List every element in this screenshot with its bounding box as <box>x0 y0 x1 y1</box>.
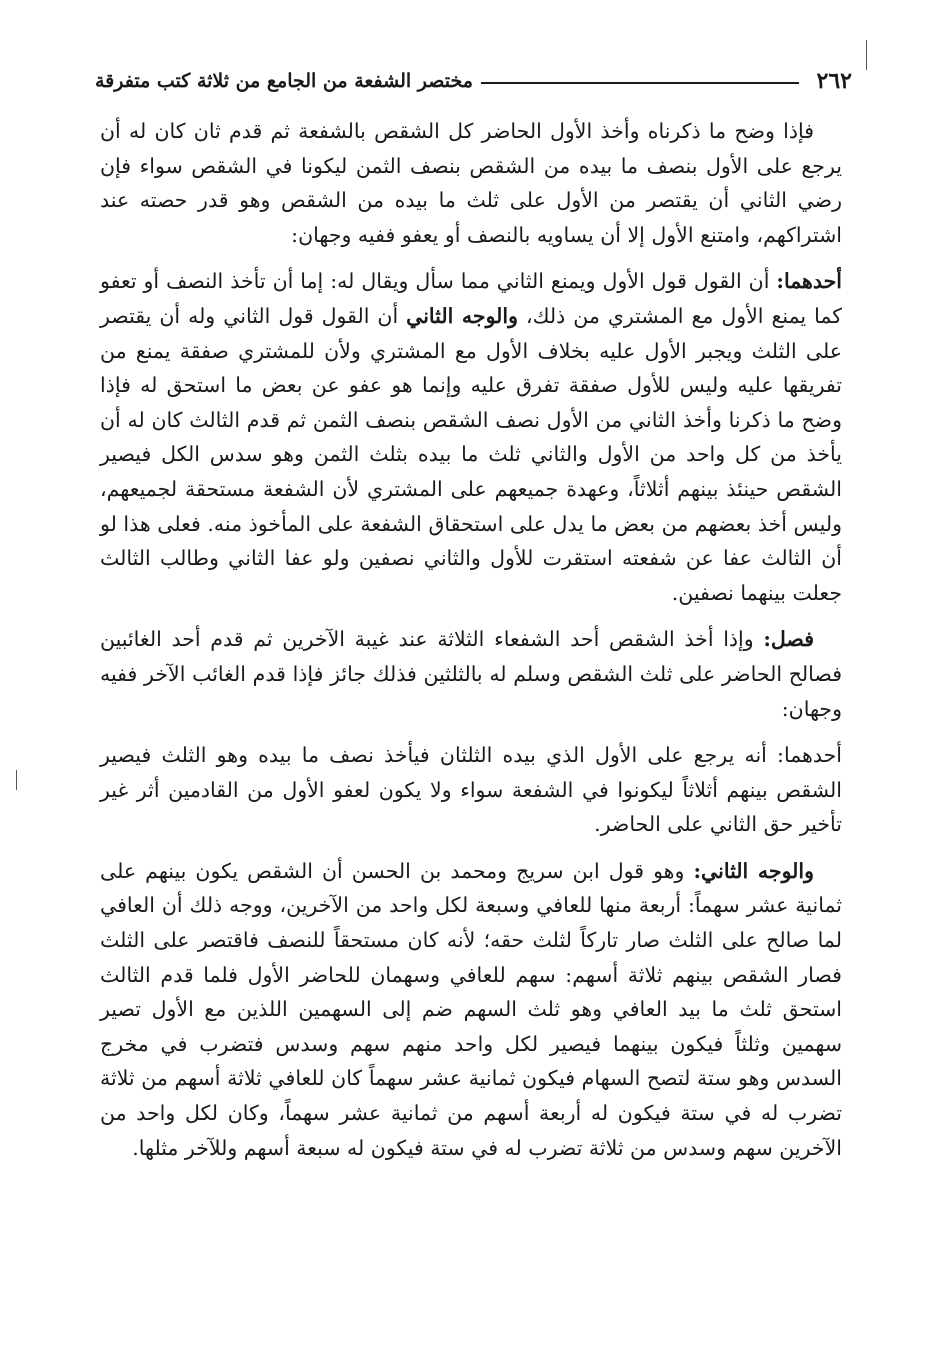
paragraph-text: فإذا وضح ما ذكرناه وأخذ الأول الحاضر كل الشقص بالشفعة ثم قدم ثان كان له أن يرجع على الأول بنصف ما بيده من الشقص بنصف الثمن ليكونا في الشقص سواء فإن رضي الثاني أن يقتصر من الأول على ثلث ما بيده من الشقص وهو قدر حصته عند اشتراكهم، وامتنع الأول إلا أن يساويه بالنصف أو يعفو ففيه وجهان: <box>100 119 842 247</box>
paragraph-text: وإذا أخذ الشقص أحد الشفعاء الثلاثة عند غيبة الآخرين ثم قدم أحد الغائبين فصالح الحاضر على ثلث الشقص وسلم له بالثلثين فذلك جائز فإذا قدم الغائب الآخر ففيه وجهان: <box>100 627 842 721</box>
paragraph <box>100 738 842 842</box>
paragraph-lead: والوجه الثاني: <box>693 858 814 883</box>
page-header <box>95 66 852 96</box>
paragraph-text: أن القول قول الأول ويمنع الثاني مما سأل ويقال له: إما أن تأخذ النصف أو تعفو كما يمنع الأول مع المشتري من ذلك، <box>100 269 842 328</box>
paragraph-text: أحدهما: أنه يرجع على الأول الذي بيده الثلثان فيأخذ نصف ما بيده وهو الثلث فيصير الشقص بينهم أثلاثاً ليكونوا في الشفعة سواء ولا يكون لعفو الأول من القادمين أثر غير تأخير حق الثاني على الحاضر. <box>100 743 842 837</box>
paragraph <box>100 114 842 252</box>
running-title: مختصر الشفعة من الجامع من ثلاثة كتب متفرقة <box>95 70 473 92</box>
page-number: ٢٦٢ <box>816 68 852 94</box>
paragraph <box>100 854 842 1165</box>
paragraph-lead: أحدهما: <box>776 269 842 294</box>
paragraph <box>100 264 842 610</box>
section-label: فصل: <box>763 627 814 652</box>
paragraph-lead-inline: والوجه الثاني <box>406 303 519 328</box>
scan-edge-mark <box>866 40 867 70</box>
paragraph-text: وهو قول ابن سريج ومحمد بن الحسن أن الشقص يكون بينهم على ثمانية عشر سهماً: أربعة منها للعافي وسبعة لكل واحد من الآخرين، ووجه ذلك أن العافي لما صالح على الثلث صار تاركاً لثلث حقه؛ لأنه كان مستحقاً للنصف فاقتصر على الثلث فصار الشقص بينهم ثلاثة أسهم: سهم للعافي وسهمان للحاضر الأول فلما قدم الثالث استحق ثلث ما بيد العافي وهو ثلث السهم ضم إلى السهمين اللذين مع الأول تصير سهمين وثلثاً فيكون بينهما فيصير لكل واحد منهم سهم وسدس فتضرب في مخرج السدس وهو ستة لتصح السهام فيكون ثمانية عشر سهماً كان للعافي ثلاثة أسهم من ثلاثة تضرب له في ستة فيكون له أربعة أسهم من ثمانية عشر سهماً، وكان لكل واحد من الآخرين سهم وسدس من ثلاثة تضرب له في ستة فيكون له سبعة أسهم وللآخر مثلها. <box>100 858 842 1160</box>
paragraph-text: أن القول قول الثاني وله أن يقتصر على الثلث ويجبر الأول عليه بخلاف الأول مع المشتري ولأن للمشتري صفقة يمنع من تفريقها عليه وليس للأول صفقة تفرق عليه وإنما هو عفو عن بعض ما استحق له فإذا وضح ما ذكرنا وأخذ الثاني من الأول نصف الشقص بنصف الثمن ثم قدم الثالث كان له أن يأخذ من كل واحد من الأول والثاني ثلث ما بيده بثلث الثمن وهو سدس الكل فيصير الشقص حينئذ بينهم أثلاثاً، وعهدة جميعهم على المشتري لأن الشفعة مستحقة لجميعهم، وليس أخذ بعضهم من بعض ما يدل على استحقاق الشفعة على المأخوذ منه. فعلى هذا لو أن الثالث عفا عن شفعته استقرت للأول والثاني نصفين ولو عفا الثاني وطالب الثالث جعلت بينهما نصفين. <box>100 303 842 605</box>
scan-edge-mark <box>16 770 17 790</box>
paragraph <box>100 622 842 726</box>
header-rule <box>481 82 799 84</box>
page-body <box>100 114 842 1165</box>
